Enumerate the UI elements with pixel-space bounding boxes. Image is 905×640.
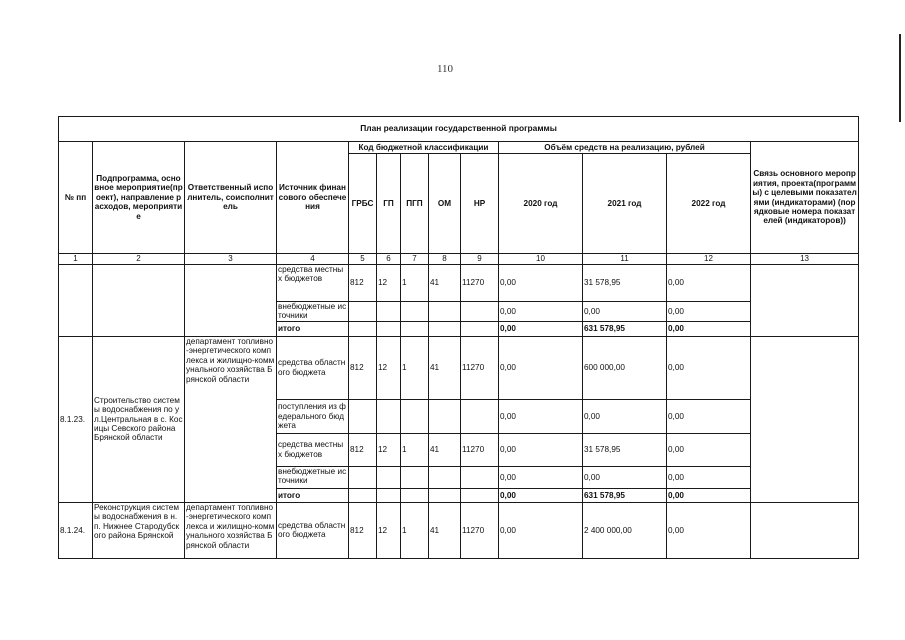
cell-grbs: 812 [349, 336, 377, 399]
cell-pgp [401, 302, 429, 322]
header-2021: 2021 год [583, 154, 667, 254]
cell-2021: 0,00 [583, 302, 667, 322]
cell-source: итого [277, 321, 349, 336]
cell-2022: 0,00 [667, 502, 751, 558]
header-row [59, 142, 859, 154]
cell-pgp [401, 466, 429, 488]
col-number: 3 [185, 254, 277, 265]
cell-num: 8.1.23. [59, 336, 93, 502]
header-grbs: ГРБС [349, 154, 377, 254]
header-2020: 2020 год [499, 154, 583, 254]
cell-gp [377, 302, 401, 322]
cell-2022: 0,00 [667, 433, 751, 466]
cell-2020: 0,00 [499, 302, 583, 322]
table-row [59, 336, 859, 399]
cell-name [93, 265, 185, 337]
cell-gp [377, 488, 401, 502]
cell-om [429, 488, 461, 502]
header-source: Источник финансового обеспечения [277, 142, 349, 254]
cell-grbs [349, 321, 377, 336]
col-number: 5 [349, 254, 377, 265]
cell-om: 41 [429, 265, 461, 302]
cell-om [429, 302, 461, 322]
header-num: № пп [59, 142, 93, 254]
cell-2022: 0,00 [667, 399, 751, 433]
cell-grbs [349, 399, 377, 433]
cell-nr: 11270 [461, 502, 499, 558]
cell-source: поступления из федерального бюджета [277, 399, 349, 433]
cell-nr: 11270 [461, 336, 499, 399]
cell-gp: 12 [377, 502, 401, 558]
col-number: 12 [667, 254, 751, 265]
cell-2021: 631 578,95 [583, 321, 667, 336]
cell-executor: департамент топливно-энергетического комплекса и жилищно-коммунального хозяйства Брянской области [185, 502, 277, 558]
column-number-row [59, 254, 859, 265]
cell-pgp: 1 [401, 265, 429, 302]
cell-pgp [401, 321, 429, 336]
cell-nr [461, 466, 499, 488]
cell-om [429, 399, 461, 433]
cell-2022: 0,00 [667, 488, 751, 502]
scan-edge-mark [899, 34, 901, 122]
cell-grbs [349, 466, 377, 488]
cell-om: 41 [429, 433, 461, 466]
cell-nr [461, 488, 499, 502]
header-nr: НР [461, 154, 499, 254]
header-executor: Ответственный исполнитель, соисполнитель [185, 142, 277, 254]
cell-nr [461, 399, 499, 433]
cell-pgp [401, 399, 429, 433]
header-gp: ГП [377, 154, 401, 254]
cell-2021: 2 400 000,00 [583, 502, 667, 558]
header-2022: 2022 год [667, 154, 751, 254]
cell-2020: 0,00 [499, 433, 583, 466]
table-row [59, 502, 859, 558]
cell-2021: 600 000,00 [583, 336, 667, 399]
cell-gp: 12 [377, 265, 401, 302]
cell-2020: 0,00 [499, 321, 583, 336]
cell-source: средства местных бюджетов [277, 265, 349, 302]
cell-gp: 12 [377, 336, 401, 399]
cell-2022: 0,00 [667, 302, 751, 322]
cell-2022: 0,00 [667, 321, 751, 336]
page-number: 110 [436, 63, 454, 75]
cell-om [429, 466, 461, 488]
cell-2021: 0,00 [583, 466, 667, 488]
cell-2022: 0,00 [667, 265, 751, 302]
cell-num: 8.1.24. [59, 502, 93, 558]
col-number: 13 [751, 254, 859, 265]
col-number: 6 [377, 254, 401, 265]
col-number: 4 [277, 254, 349, 265]
col-number: 11 [583, 254, 667, 265]
table-row [59, 265, 859, 302]
cell-2021: 31 578,95 [583, 265, 667, 302]
cell-2022: 0,00 [667, 336, 751, 399]
header-pgp: ПГП [401, 154, 429, 254]
cell-gp [377, 466, 401, 488]
col-number: 10 [499, 254, 583, 265]
cell-2021: 0,00 [583, 399, 667, 433]
table-caption-row [59, 117, 859, 142]
header-subprogram: Подпрограмма, основное мероприятие(проект), направление расходов, мероприятие [93, 142, 185, 254]
cell-nr [461, 321, 499, 336]
cell-link [751, 336, 859, 502]
cell-source: внебюджетные источники [277, 466, 349, 488]
cell-om: 41 [429, 336, 461, 399]
cell-executor: департамент топливно-энергетического комплекса и жилищно-коммунального хозяйства Брянской области [185, 336, 277, 502]
cell-2020: 0,00 [499, 502, 583, 558]
cell-executor [185, 265, 277, 337]
cell-om [429, 321, 461, 336]
cell-pgp: 1 [401, 336, 429, 399]
col-number: 1 [59, 254, 93, 265]
cell-pgp [401, 488, 429, 502]
cell-gp: 12 [377, 433, 401, 466]
col-number: 8 [429, 254, 461, 265]
cell-2020: 0,00 [499, 488, 583, 502]
cell-gp [377, 399, 401, 433]
cell-num [59, 265, 93, 337]
cell-2020: 0,00 [499, 336, 583, 399]
table-caption: План реализации государственной программы [59, 117, 859, 142]
cell-pgp: 1 [401, 433, 429, 466]
col-number: 7 [401, 254, 429, 265]
cell-2021: 31 578,95 [583, 433, 667, 466]
col-number: 2 [93, 254, 185, 265]
cell-nr: 11270 [461, 265, 499, 302]
cell-source: средства областного бюджета [277, 336, 349, 399]
cell-om: 41 [429, 502, 461, 558]
cell-2022: 0,00 [667, 466, 751, 488]
cell-grbs: 812 [349, 502, 377, 558]
cell-link [751, 265, 859, 337]
cell-2020: 0,00 [499, 466, 583, 488]
cell-pgp: 1 [401, 502, 429, 558]
cell-link [751, 502, 859, 558]
cell-2020: 0,00 [499, 265, 583, 302]
cell-name: Строительство системы водоснабжения по ул.Центральная в с. Косицы Севского района Брянской области [93, 336, 185, 502]
header-om: ОМ [429, 154, 461, 254]
cell-grbs: 812 [349, 265, 377, 302]
cell-nr [461, 302, 499, 322]
cell-source: внебюджетные источники [277, 302, 349, 322]
cell-grbs [349, 302, 377, 322]
header-volume: Объём средств на реализацию, рублей [499, 142, 751, 154]
header-budget-code: Код бюджетной классификации [349, 142, 499, 154]
cell-gp [377, 321, 401, 336]
cell-2020: 0,00 [499, 399, 583, 433]
cell-2021: 631 578,95 [583, 488, 667, 502]
col-number: 9 [461, 254, 499, 265]
cell-grbs: 812 [349, 433, 377, 466]
program-plan-table [58, 116, 859, 559]
cell-source: средства местных бюджетов [277, 433, 349, 466]
cell-source: средства областного бюджета [277, 502, 349, 558]
header-link: Связь основного мероприятия, проекта(программы) с целевыми показателями (индикаторами) (порядковые номера показателей (индикаторов)) [751, 142, 859, 254]
cell-nr: 11270 [461, 433, 499, 466]
cell-source: итого [277, 488, 349, 502]
cell-name: Реконструкция системы водоснабжения в н.п. Нижнее Стародубского района Брянской [93, 502, 185, 558]
cell-grbs [349, 488, 377, 502]
